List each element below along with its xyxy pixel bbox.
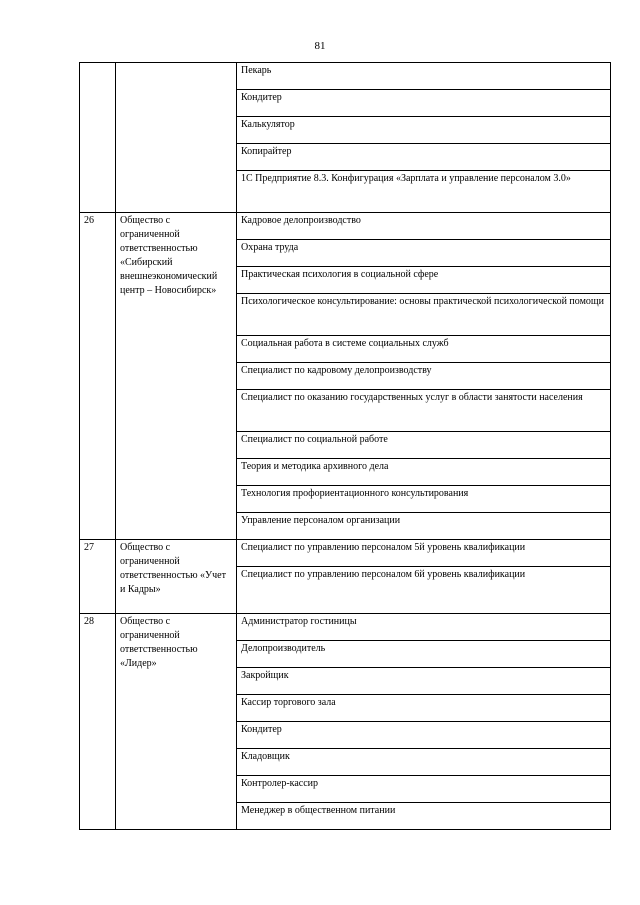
program-cell: Специалист по социальной работе xyxy=(237,432,611,459)
program-cell: Контролер-кассир xyxy=(237,776,611,803)
program-cell: Технология профориентационного консультирования xyxy=(237,486,611,513)
program-cell: Кадровое делопроизводство xyxy=(237,213,611,240)
entry-number-cell: 27 xyxy=(80,540,116,614)
organization-cell xyxy=(116,63,237,213)
program-cell: Специалист по оказанию государственных услуг в области занятости населения xyxy=(237,390,611,432)
program-cell: Психологическое консультирование: основы практической психологической помощи xyxy=(237,294,611,336)
program-cell: Кондитер xyxy=(237,722,611,749)
program-cell: Специалист по управлению персоналом 5й уровень квалификации xyxy=(237,540,611,567)
program-cell: Копирайтер xyxy=(237,144,611,171)
programs-table xyxy=(79,62,611,830)
program-cell: Специалист по кадровому делопроизводству xyxy=(237,363,611,390)
table-row xyxy=(80,614,611,641)
program-cell: Охрана труда xyxy=(237,240,611,267)
program-cell: Менеджер в общественном питании xyxy=(237,803,611,830)
program-cell: Администратор гостиницы xyxy=(237,614,611,641)
program-cell: Управление персоналом организации xyxy=(237,513,611,540)
program-cell: Кондитер xyxy=(237,90,611,117)
program-cell: Пекарь xyxy=(237,63,611,90)
organization-cell: Общество с ограниченной ответственностью «Лидер» xyxy=(116,614,237,830)
program-cell: Теория и методика архивного дела xyxy=(237,459,611,486)
table-row xyxy=(80,63,611,90)
program-cell: Социальная работа в системе социальных служб xyxy=(237,336,611,363)
table-row xyxy=(80,213,611,240)
entry-number-cell: 28 xyxy=(80,614,116,830)
entry-number-cell: 26 xyxy=(80,213,116,540)
page-number: 81 xyxy=(314,40,326,52)
program-cell: Калькулятор xyxy=(237,117,611,144)
program-cell: Практическая психология в социальной сфере xyxy=(237,267,611,294)
table-row xyxy=(80,540,611,567)
organization-cell: Общество с ограниченной ответственностью «Учет и Кадры» xyxy=(116,540,237,614)
program-cell: Кассир торгового зала xyxy=(237,695,611,722)
program-cell: 1С Предприятие 8.3. Конфигурация «Зарплата и управление персоналом 3.0» xyxy=(237,171,611,213)
entry-number-cell xyxy=(80,63,116,213)
program-cell: Делопроизводитель xyxy=(237,641,611,668)
program-cell: Закройщик xyxy=(237,668,611,695)
program-cell: Специалист по управлению персоналом 6й уровень квалификации xyxy=(237,567,611,614)
organization-cell: Общество с ограниченной ответственностью «Сибирский внешнеэкономический центр – Новосибирск» xyxy=(116,213,237,540)
program-cell: Кладовщик xyxy=(237,749,611,776)
